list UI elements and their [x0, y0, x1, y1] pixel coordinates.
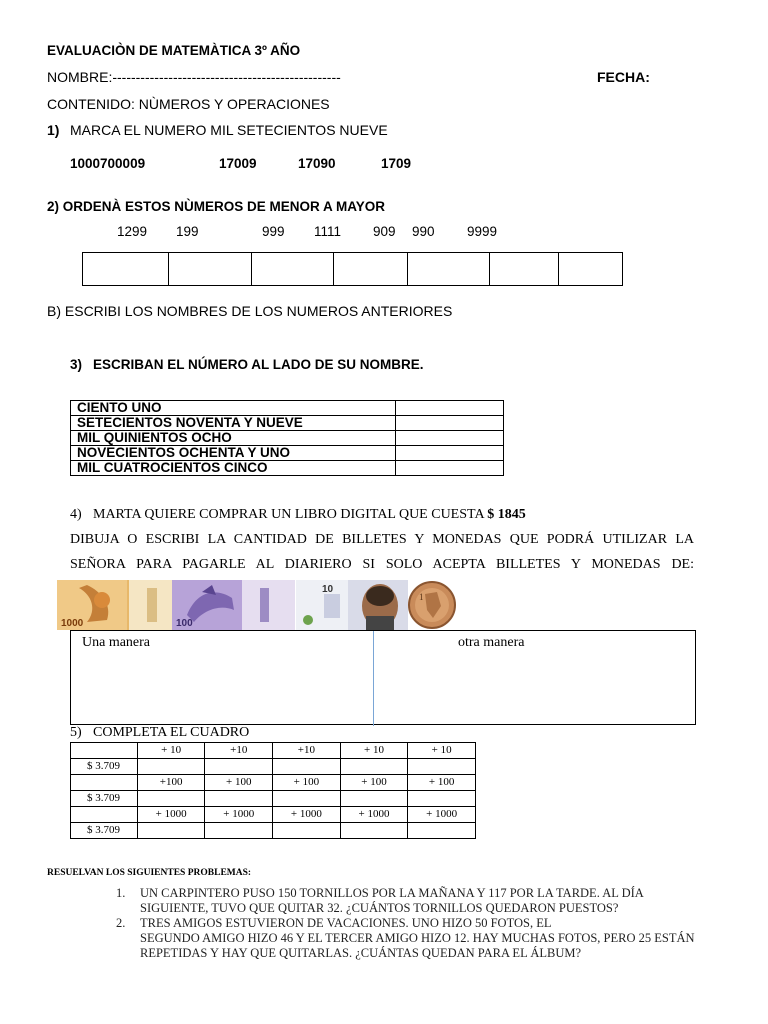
q2-number: 999 [262, 224, 285, 239]
q5-op-cell: +100 [137, 775, 205, 791]
q3-number: 3) [70, 357, 83, 372]
table-row [71, 759, 476, 775]
q5-op-cell: + 100 [408, 775, 476, 791]
q2-answer-cell[interactable] [408, 253, 490, 286]
q2-answer-cell[interactable] [83, 253, 169, 286]
q2-number: 990 [412, 224, 435, 239]
q5-answer-cell[interactable] [340, 759, 408, 775]
q5-op-cell: + 10 [137, 743, 205, 759]
name-field[interactable]: NOMBRE:------------------------------------------------- [47, 69, 341, 85]
q2-answer-cell[interactable] [490, 253, 559, 286]
q2b-text: B) ESCRIBI LOS NOMBRES DE LOS NUMEROS ANTERIORES [47, 303, 453, 319]
q1-option[interactable]: 1000700009 [70, 156, 146, 171]
q5-start-cell: $ 3.709 [71, 823, 138, 839]
q2-answer-cell[interactable] [559, 253, 623, 286]
q2-number: 909 [373, 224, 396, 239]
q5-start-cell: $ 3.709 [71, 759, 138, 775]
q5-op-cell: + 1000 [408, 807, 476, 823]
coin-value: 1 [419, 592, 424, 602]
q5-empty-cell [71, 775, 138, 791]
bill-value: 10 [322, 584, 334, 595]
q1-option[interactable]: 17009 [219, 156, 257, 171]
table-row [71, 823, 476, 839]
q4-price: $ 1845 [487, 507, 526, 522]
q5-op-cell: + 100 [205, 775, 273, 791]
q5-answer-cell[interactable] [273, 823, 341, 839]
table-row [71, 416, 504, 431]
table-row [71, 775, 476, 791]
q2-number: 199 [176, 224, 199, 239]
q1-option[interactable]: 1709 [381, 156, 412, 171]
q5-answer-cell[interactable] [340, 791, 408, 807]
q5-answer-cell[interactable] [205, 823, 273, 839]
q5-op-cell: + 10 [408, 743, 476, 759]
q5-table [70, 742, 476, 839]
q5-text: COMPLETA EL CUADRO [93, 725, 250, 740]
q5-start-cell: $ 3.709 [71, 791, 138, 807]
q3-answer-cell[interactable] [396, 431, 504, 446]
page-title: EVALUACIÒN DE MATEMÀTICA 3º AÑO [47, 43, 301, 58]
q4-text: MARTA QUIERE COMPRAR UN LIBRO DIGITAL QUE CUESTA $ 1845 [93, 507, 526, 522]
q5-op-cell: +10 [273, 743, 341, 759]
content-label: CONTENIDO: NÙMEROS Y OPERACIONES [47, 96, 330, 112]
q3-name-cell: MIL CUATROCIENTOS CINCO [71, 461, 396, 476]
q4-number: 4) [70, 507, 82, 522]
q5-answer-cell[interactable] [340, 823, 408, 839]
q5-answer-cell[interactable] [273, 791, 341, 807]
problems-heading: RESUELVAN LOS SIGUIENTES PROBLEMAS: [47, 868, 252, 878]
q5-answer-cell[interactable] [137, 759, 205, 775]
problem-1-line2: SIGUIENTE, TUVO QUE QUITAR 32. ¿CUÁNTOS TORNILLOS QUEDARON PUESTOS? [140, 901, 619, 915]
table-row [71, 401, 504, 416]
problem-2-line3: REPETIDAS Y HAY QUE QUITARLAS. ¿CUÁNTAS QUEDAN PARA EL ÁLBUM? [140, 946, 582, 960]
q5-answer-cell[interactable] [205, 791, 273, 807]
way-2-label: otra manera [458, 635, 525, 650]
bill-10-image [296, 580, 408, 630]
q5-empty-cell [71, 743, 138, 759]
q5-op-cell: + 1000 [205, 807, 273, 823]
q2-answer-cell[interactable] [334, 253, 408, 286]
q5-answer-cell[interactable] [273, 759, 341, 775]
q5-empty-cell [71, 807, 138, 823]
problem-2-line2: SEGUNDO AMIGO HIZO 46 Y EL TERCER AMIGO HIZO 12. HAY MUCHAS FOTOS, PERO 25 ESTÁN [140, 931, 695, 945]
date-label: FECHA: [597, 69, 650, 85]
coin-1-image [407, 580, 457, 630]
q3-answer-cell[interactable] [396, 416, 504, 431]
way-1-label: Una manera [82, 635, 151, 650]
q4-line3: SEÑORA PARA PAGARLE AL DIARIERO SI SOLO ACEPTA BILLETES Y MONEDAS DE: [70, 557, 694, 572]
problem-2-line1: TRES AMIGOS ESTUVIERON DE VACACIONES. UNO HIZO 50 FOTOS, EL [140, 916, 552, 930]
q5-answer-cell[interactable] [408, 791, 476, 807]
bill-1000-image [57, 580, 172, 630]
q5-op-cell: + 10 [340, 743, 408, 759]
bill-100-image [172, 580, 295, 630]
q5-op-cell: + 100 [273, 775, 341, 791]
q5-answer-cell[interactable] [205, 759, 273, 775]
problem-number: 2. [116, 916, 126, 930]
bill-value: 100 [176, 618, 193, 629]
q5-op-cell: + 1000 [137, 807, 205, 823]
problem-number: 1. [116, 886, 126, 900]
q5-op-cell: + 1000 [340, 807, 408, 823]
q2-text: 2) ORDENÀ ESTOS NÙMEROS DE MENOR A MAYOR [47, 199, 386, 214]
problem-1-line1: UN CARPINTERO PUSO 150 TORNILLOS POR LA MAÑANA Y 117 POR LA TARDE. AL DÍA [140, 886, 644, 900]
q4-answer-box[interactable] [70, 630, 696, 725]
q5-answer-cell[interactable] [408, 759, 476, 775]
q3-text: ESCRIBAN EL NÚMERO AL LADO DE SU NOMBRE. [93, 357, 424, 372]
q3-name-cell: SETECIENTOS NOVENTA Y NUEVE [71, 416, 396, 431]
q3-name-cell: CIENTO UNO [71, 401, 396, 416]
q3-name-cell: MIL QUINIENTOS OCHO [71, 431, 396, 446]
q5-number: 5) [70, 725, 82, 740]
q2-answer-cell[interactable] [252, 253, 334, 286]
q5-answer-cell[interactable] [408, 823, 476, 839]
q2-number: 1111 [314, 224, 342, 239]
q5-op-cell: + 100 [340, 775, 408, 791]
table-row [71, 446, 504, 461]
q5-answer-cell[interactable] [137, 791, 205, 807]
q1-option[interactable]: 17090 [298, 156, 336, 171]
q1-number: 1) [47, 122, 60, 138]
q3-answer-cell[interactable] [396, 401, 504, 416]
bill-value: 1000 [61, 618, 84, 629]
q5-op-cell: +10 [205, 743, 273, 759]
table-row [71, 807, 476, 823]
q3-answer-cell[interactable] [396, 461, 504, 476]
table-row [71, 743, 476, 759]
q3-answer-cell[interactable] [396, 446, 504, 461]
table-row [71, 431, 504, 446]
q5-answer-cell[interactable] [137, 823, 205, 839]
q2-number: 9999 [467, 224, 498, 239]
q5-op-cell: + 1000 [273, 807, 341, 823]
q1-text: MARCA EL NUMERO MIL SETECIENTOS NUEVE [70, 122, 388, 138]
table-row [71, 791, 476, 807]
q2-number: 1299 [117, 224, 148, 239]
q4-line2: DIBUJA O ESCRIBI LA CANTIDAD DE BILLETES Y MONEDAS QUE PODRÁ UTILIZAR LA [70, 532, 694, 547]
q3-table [70, 400, 504, 476]
q2-answer-table [82, 252, 623, 286]
table-row [71, 461, 504, 476]
divider [373, 631, 374, 726]
q2-answer-cell[interactable] [169, 253, 252, 286]
q3-name-cell: NOVECIENTOS OCHENTA Y UNO [71, 446, 396, 461]
